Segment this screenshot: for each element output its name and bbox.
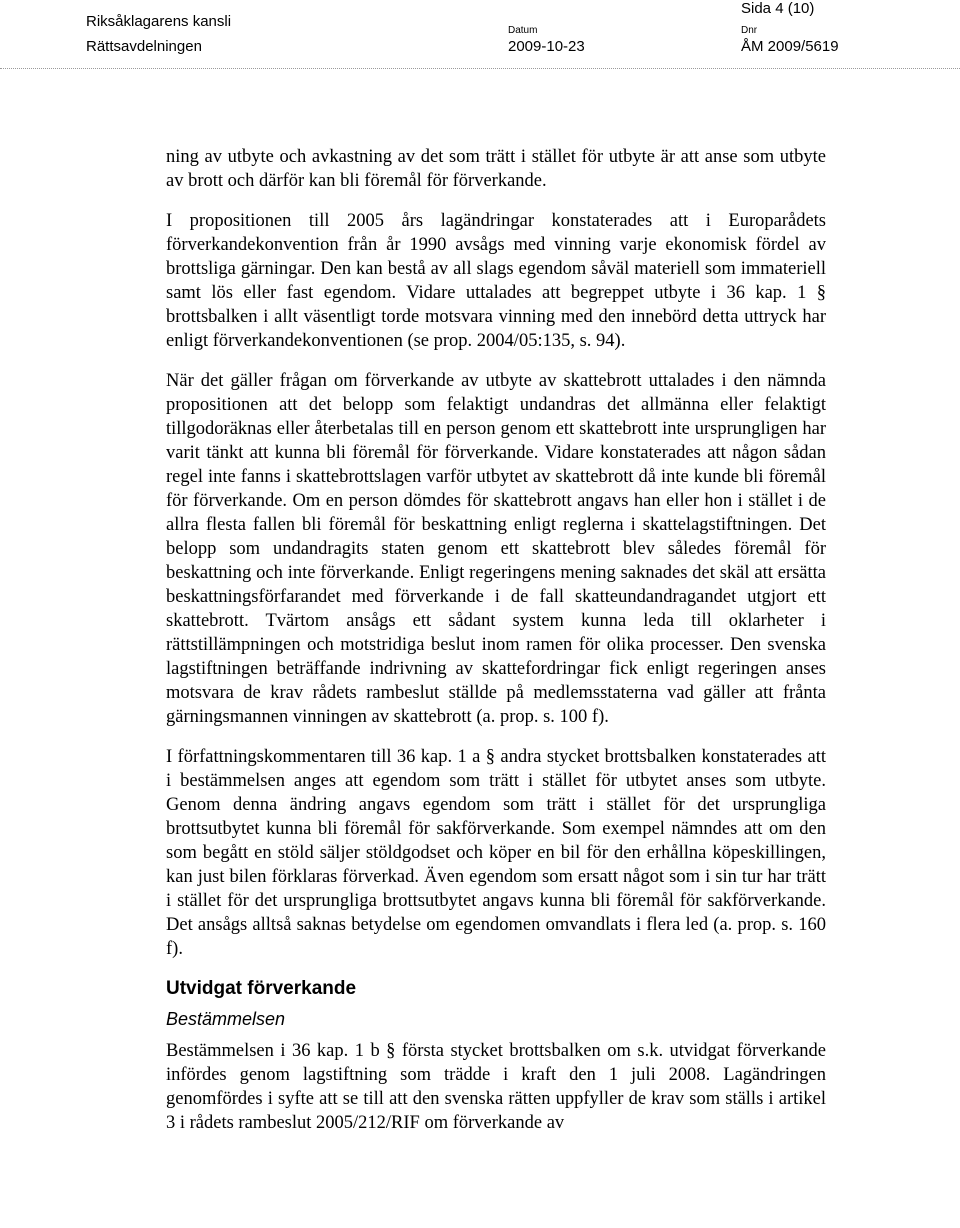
header-divider (0, 68, 960, 69)
paragraph-2: I propositionen till 2005 års lagändringar konstaterades att i Europarådets förverkandekonvention från år 1990 avsågs med vinning varje ekonomisk fördel av brottsliga gärningar. Den kan bestå av all slags egendom såväl materiell som immateriell samt lös eller fast egendom. Vidare uttalades att begreppet utbyte i 36 kap. 1 § brottsbalken i allt väsentligt torde motsvara vinning med den innebörd detta uttryck har enligt förverkandekonventionen (se prop. 2004/05:135, s. 94). (166, 211, 826, 351)
paragraph-5: Bestämmelsen i 36 kap. 1 b § första stycket brottsbalken om s.k. utvidgat förverkande infördes genom lagstiftning som trädde i kraft den 1 juli 2008. Lagändringen genomfördes i syfte att se till att den svenska rätten uppfyller de krav som ställs i artikel 3 i rådets rambeslut 2005/212/RIF om förverkande av (166, 1041, 826, 1133)
header-date: 2009-10-23 (508, 38, 585, 55)
subsection-heading: Bestämmelsen (166, 1009, 286, 1029)
header-org: Riksåklagarens kansli (86, 13, 232, 30)
section-heading: Utvidgat förverkande (166, 978, 357, 999)
header-dept: Rättsavdelningen (86, 38, 202, 55)
header-date-label: Datum (508, 25, 538, 36)
paragraph-1: ning av utbyte och avkastning av det som trätt i stället för utbyte är att anse som utbyte av brott och därför kan bli föremål för förverkande. (166, 147, 826, 191)
header-dnr-label: Dnr (741, 25, 758, 36)
document-body (166, 145, 826, 1151)
paragraph-4: I författningskommentaren till 36 kap. 1 a § andra stycket brottsbalken konstaterades att i bestämmelsen anges att egendom som trätt i stället för utbytet anses som utbyte. Genom denna ändring angavs egendom som trätt i stället för det ursprungliga brottsutbytet kunna bli föremål för sakförverkande. Som exempel nämndes att om den som begått en stöld säljer stöldgodset och köper en bil för den erhållna köpeskillingen, kan just bilen förklaras förverkad. Även egendom som ersatt något som i sin tur har trätt i stället för det ursprungliga brottsutbytet angavs kunna bli föremål för sakförverkande. Det ansågs alltså saknas betydelse om egendomen omvandlats i flera led (a. prop. s. 160 f). (166, 747, 826, 959)
header-dnr: ÅM 2009/5619 (741, 38, 839, 55)
page-number: Sida 4 (10) (741, 0, 815, 17)
paragraph-3: När det gäller frågan om förverkande av utbyte av skattebrott uttalades i den nämnda propositionen att det belopp som felaktigt undandras det allmänna eller felaktigt tillgodoräknas eller återbetalas till en person genom ett skattebrott inte ursprungligen har varit tänkt att kunna bli föremål för förverkande. Vidare konstaterades att någon sådan regel inte fanns i skattebrottslagen varför utbytet av skattebrott då inte kunde bli föremål för förverkande. Om en person dömdes för skattebrott angavs han eller hon i stället i de allra flesta fallen bli föremål för beskattning enligt reglerna i skattelagstiftningen. Det belopp som undandragits staten genom ett skattebrott blev således föremål för beskattning och inte förverkande. Enligt regeringens mening saknades det skäl att ersätta beskattningsförfarandet med förverkande i de fall skatteundandragandet utgjort ett skattebrott. Tvärtom ansågs ett sådant system kunna leda till oklarheter i rättstillämpningen och motstridiga beslut inom ramen för olika processer. Den svenska lagstiftningen beträffande indrivning av skattefordringar fick enligt regeringen anses motsvara de krav rådets rambeslut ställde på medlemsstaterna vad gäller att fråntа gärningsmannen vinningen av skattebrott (a. prop. s. 100 f). (166, 371, 826, 727)
